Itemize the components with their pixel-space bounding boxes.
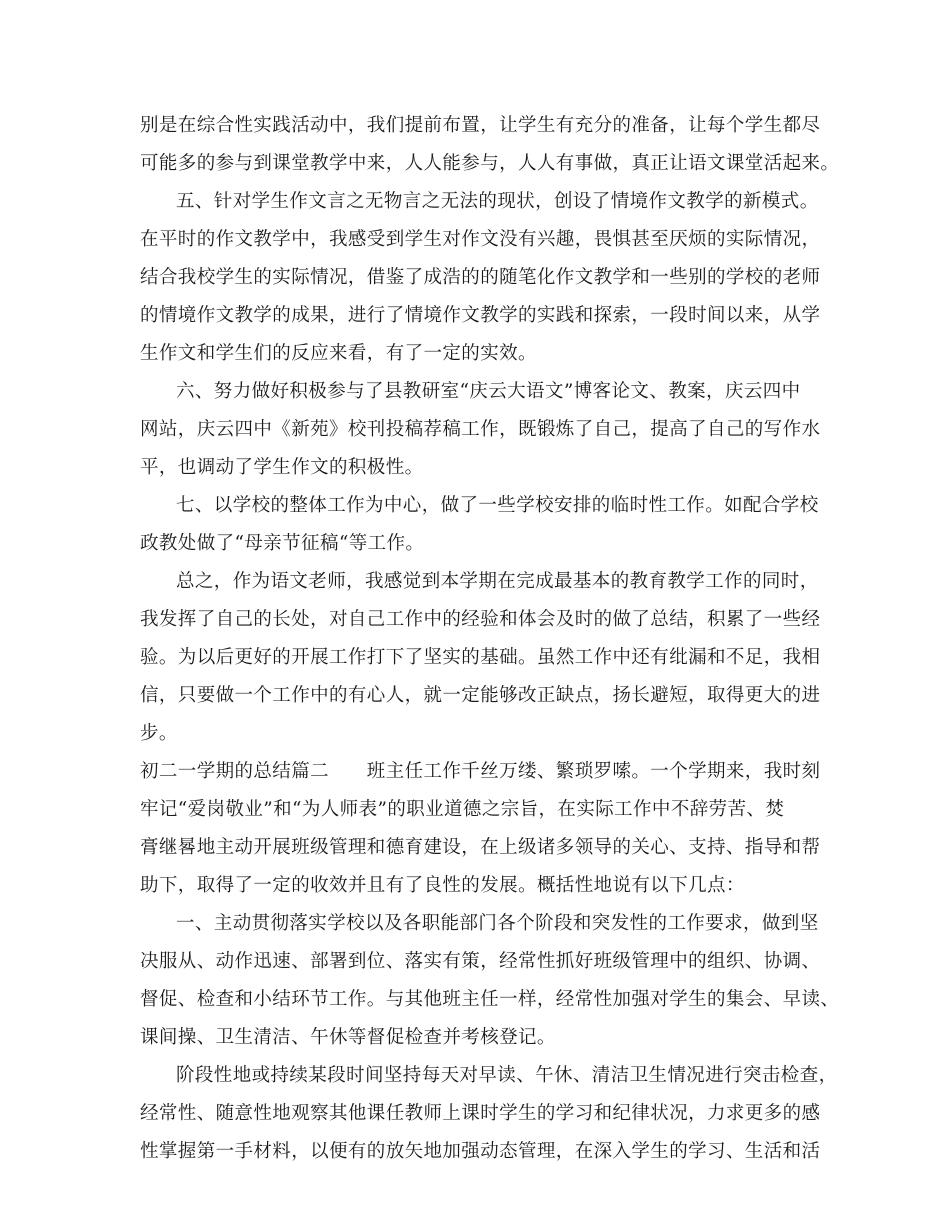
paragraph-start-line: 七、以学校的整体工作为中心，做了一些学校安排的临时性工作。如配合学校 [176, 495, 819, 516]
text-line: 的情境作文教学的成果，进行了情境作文教学的实践和探索，一段时间以来，从学 [140, 305, 821, 326]
text-line: 课间操、卫生清洁、午休等督促检查并考核登记。 [140, 1027, 556, 1048]
text-line: 我发挥了自己的长处，对自己工作中的经验和体会及时的做了总结，积累了一些经 [140, 609, 821, 630]
text-line: 网站，庆云四中《新苑》校刊投稿荐稿工作，既锻炼了自己，提高了自己的写作水 [140, 419, 821, 440]
paragraph-start-line: 六、努力做好积极参与了县教研室“庆云大语文”博客论文、教案，庆云四中 [176, 381, 801, 402]
text-line: 别是在综合性实践活动中，我们提前布置，让学生有充分的准备，让每个学生都尽 [140, 115, 821, 136]
text-line: 可能多的参与到课堂教学中来，人人能参与，人人有事做，真正让语文课堂活起来。 [140, 153, 840, 174]
text-line: 平，也调动了学生作文的积极性。 [140, 457, 424, 478]
paragraph-start-line: 总之，作为语文老师，我感觉到本学期在完成最基本的教育教学工作的同时， [176, 571, 819, 592]
text-line: 生作文和学生们的反应来看，有了一定的实效。 [140, 343, 537, 364]
paragraph-start-line: 阶段性地或持续某段时间坚持每天对早读、午休、清洁卫生情况进行突击检查， [176, 1065, 838, 1086]
text-line: 信，只要做一个工作中的有心人，就一定能够改正缺点，扬长避短，取得更大的进 [140, 685, 821, 706]
text-line: 政教处做了“母亲节征稿“等工作。 [140, 533, 425, 554]
text-line: 经常性、随意性地观察其他课任教师上课时学生的学习和纪律状况，力求更多的感 [140, 1103, 821, 1124]
text-line: 性掌握第一手材料，以便有的放矢地加强动态管理，在深入学生的学习、生活和活 [140, 1141, 821, 1162]
text-line: 膏继晷地主动开展班级管理和德育建设，在上级诸多领导的关心、支持、指导和帮 [140, 837, 821, 858]
paragraph-start-line: 一、主动贯彻落实学校以及各职能部门各个阶段和突发性的工作要求，做到坚 [176, 913, 819, 934]
text-line: 牢记“爱岗敬业”和“为人师表”的职业道德之宗旨，在实际工作中不辞劳苦、焚 [140, 799, 785, 820]
text-line: 督促、检查和小结环节工作。与其他班主任一样，经常性加强对学生的集会、早读、 [140, 989, 840, 1010]
text-line: 结合我校学生的实际情况，借鉴了成浩的的随笔化作文教学和一些别的学校的老师 [140, 267, 821, 288]
text-line: 决服从、动作迅速、部署到位、落实有策，经常性抓好班级管理中的组织、协调、 [140, 951, 821, 972]
section-heading-line: 初二一学期的总结篇二 班主任工作千丝万缕、繁琐罗嗦。一个学期来，我时刻 [140, 761, 821, 782]
text-line: 步。 [140, 723, 178, 744]
paragraph-start-line: 五、针对学生作文言之无物言之无法的现状，创设了情境作文教学的新模式。 [176, 191, 819, 212]
text-line: 助下，取得了一定的收效并且有了良性的发展。概括性地说有以下几点： [140, 875, 745, 896]
text-line: 验。为以后更好的开展工作打下了坚实的基础。虽然工作中还有纰漏和不足，我相 [140, 647, 821, 668]
text-line: 在平时的作文教学中，我感受到学生对作文没有兴趣，畏惧甚至厌烦的实际情况， [140, 229, 821, 250]
